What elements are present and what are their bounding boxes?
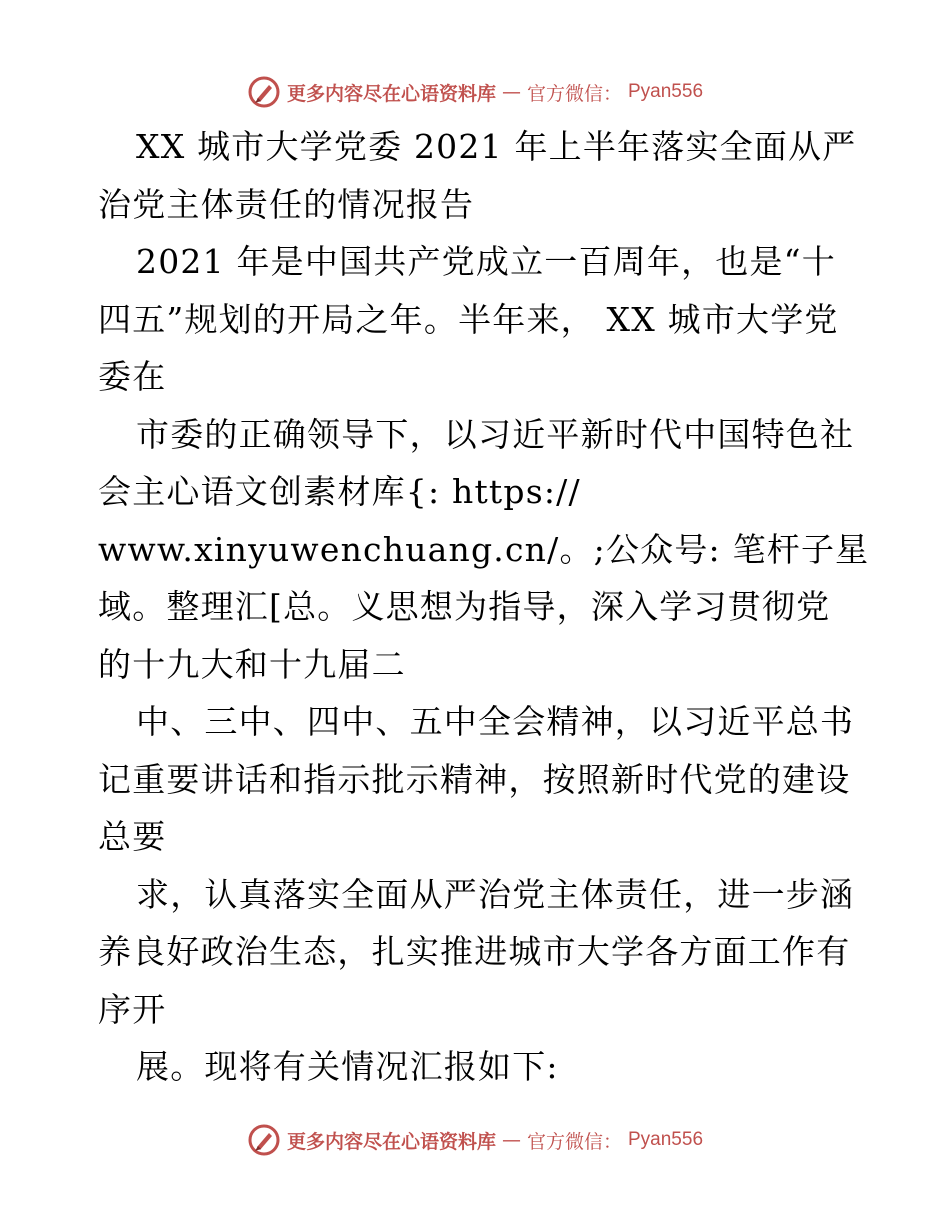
banner-title: 更多内容尽在心语资料库 xyxy=(286,82,496,105)
banner-wechat-id: Pyan556 xyxy=(628,1129,704,1150)
pen-logo-icon xyxy=(247,1123,281,1157)
paragraph-line: 域。整理汇[总。义思想为指导，深入学习贯彻党 xyxy=(98,587,831,626)
paragraph-line: 2021 年是中国共产党成立一百周年，也是“十 xyxy=(136,242,836,281)
paragraph-line: 的十九大和十九届二 xyxy=(98,644,406,684)
title-line-1: XX 城市大学党委 2021 年上半年落实全面从严 xyxy=(136,127,857,166)
paragraph-line: 四五”规划的开局之年。半年来， XX 城市大学党 xyxy=(98,299,839,339)
paragraph-line: 养良好政治生态，扎实推进城市大学各方面工作有 xyxy=(98,932,851,971)
banner-wechat-label: 官方微信： xyxy=(526,82,622,105)
banner-wechat-id: Pyan556 xyxy=(628,81,704,102)
paragraph-line: 展。现将有关情况汇报如下: xyxy=(136,1047,559,1086)
paragraph-line: 委在 xyxy=(98,357,167,396)
footer-banner xyxy=(0,1120,950,1160)
paragraph-line: 市委的正确领导下，以习近平新时代中国特色社 xyxy=(136,414,855,454)
banner-wechat-label: 官方微信： xyxy=(526,1130,622,1153)
title-line-2: 治党主体责任的情况报告 xyxy=(98,184,475,224)
paragraph-line: 记重要讲话和指示批示精神，按照新时代党的建设 xyxy=(98,759,851,799)
banner-separator: — xyxy=(501,1129,521,1151)
banner-separator: — xyxy=(501,81,521,103)
paragraph-line: 中、三中、四中、五中全会精神，以习近平总书 xyxy=(136,702,855,741)
banner-title: 更多内容尽在心语资料库 xyxy=(286,1130,496,1153)
header-banner xyxy=(0,72,950,112)
paragraph-line: 总要 xyxy=(98,817,167,856)
paragraph-line: 会主心语文创素材库{: https:// xyxy=(98,472,581,511)
document-body xyxy=(98,118,868,1096)
paragraph-line: 序开 xyxy=(98,989,167,1029)
paragraph-line: www.xinyuwenchuang.cn/。;公众号: 笔杆子星 xyxy=(98,529,870,569)
pen-logo-icon xyxy=(247,75,281,109)
paragraph-line: 求，认真落实全面从严治党主体责任，进一步涵 xyxy=(136,874,855,914)
